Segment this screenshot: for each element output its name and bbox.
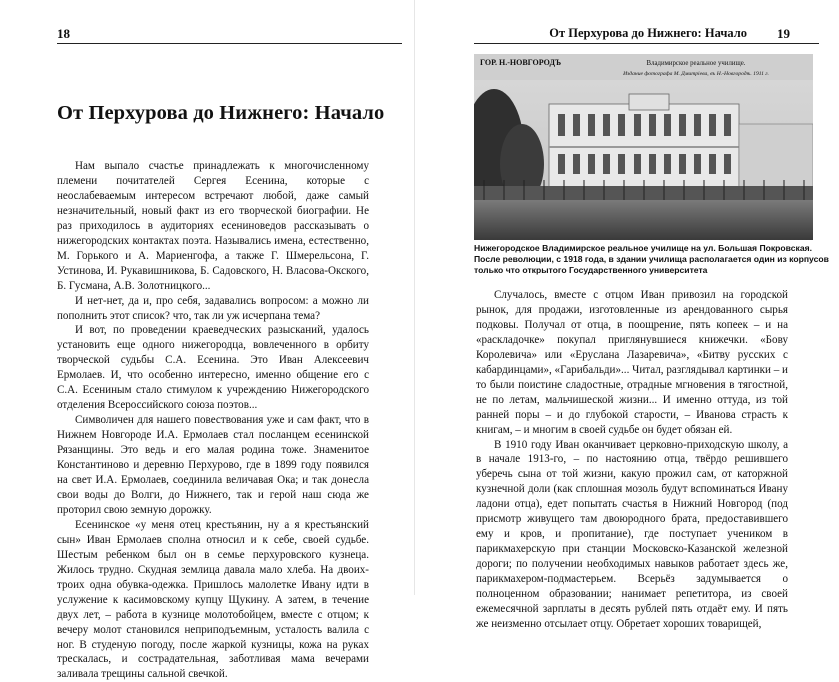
school-photograph bbox=[474, 54, 813, 240]
header-rule-right bbox=[474, 43, 819, 44]
right-text-column bbox=[476, 288, 788, 632]
caption-line: только что открытого Государственного университета bbox=[474, 264, 708, 275]
book-gutter bbox=[414, 0, 415, 595]
page-number-right: 19 bbox=[777, 26, 790, 41]
paragraph: Есенинское «у меня отец крестьянин, ну а я крестьянский сын» Иван Ермолаев сполна относил и к себе, своей судьбе. Шестым ребенком был он в семье перхуровского кузнеца. Жилось трудно. Скудная землица давала мало хлеба. На двоих-троих одна обувка-одежка. Пришлось малолетке Ивану идти в услужение к касимовскому купцу Щукину. А затем, в течение двух лет, – работа в кузнице молотобойцем, вместе с отцом; к вечеру молот становился неприподъемным, усталость валила с ног. В студеную погоду, после жаркой кузницы, кожа на руках трескалась, и сострадательная, заботливая мама вечерами заливала трещины сальной свечкой. bbox=[57, 518, 369, 681]
paragraph: Случалось, вместе с отцом Иван привозил на городской рынок, для продажи, изготовленные из арендованного сырья подковы. Получал от отца, в поощрение, пять копеек – и на «раскладочке» покупал приглянувшиеся книжечки. «Бову Королевича» или «Еруслана Лазаревича», «Битву русских с кабардинцами», «Гарибальди»... Читал, разглядывал картинки – и то были поистине сладостные, отрадные мгновения в тягостной, не по летам, мальчишеской жизни... И именно оттуда, из той ранней поры – и до глубокой старости, – Иванова страсть к книгам, – и многим в своей судьбе он будет обязан ей. bbox=[476, 289, 788, 436]
left-page bbox=[0, 0, 410, 681]
caption-line: После революции, с 1918 года, в здании училища располагается один из корпусов bbox=[474, 253, 829, 264]
photo-header-left: ГОР. Н.-НОВГОРОДЪ bbox=[480, 58, 562, 67]
paragraph: В 1910 году Иван оканчивает церковно-приходскую школу, а в начале 1913-го, – по настоянию отца, твёрдо решившего уберечь сына от той жизни, какую прожил сам, от каторжной кузнечной доли (как сплошная мозоль будут вспоминаться Ивану ладони отца), едет попытать счастья в Нижний Новгород (под присмотр живущего там двоюродного брата, предоставившего ему и кров, и пропитание), где поступает учеником в парикмахерскую при станции Московско-Казанской железной дороги; по получении необходимых навыков работает здесь же, парикмахером-подмастерьем. Всерьёз задумывается о полноценном образовании; нанимает репетитора, из своей ежемесячной зарплаты в десять рублей пять отдаёт ему. И пять же неизменно отсылает отцу. Обретает хороших товарищей, bbox=[476, 438, 788, 630]
paragraph: И вот, по проведении краеведческих разысканий, удалось установить еще одного нижегородца, вовлеченного в орбиту творческой судьбы С.А. Есенина. Это Иван Алексеевич Ермолаев. И, что особенно интересно, именно общение его с С.А. Есениным стало стимулом к учреждению Нижегородского отделения Всероссийского союза поэтов... bbox=[57, 324, 369, 412]
paragraph: Символичен для нашего повествования уже и сам факт, что в Нижнем Новгороде И.А. Ермолаев стал посланцем есенинской Рязанщины. Это ведь и его малая родина тоже. Знаменитое Константиново и деревню Перхурово, где в 1899 году появился на свет И.А. Ермолаев, соединила величавая Ока; и так донесла свои воды до Волги, до Нижнего, так и герой наш сюда же проторил свою земную дорожку. bbox=[57, 414, 369, 516]
paragraph: Нам выпало счастье принадлежать к многочисленному племени почитателей Сергея Есенина, которые с неослабеваемым интересом встречают любой, даже самый незначительный, новый факт из его творческой биографии. Не раз приходилось в аудиториях есениноведов рассказывать о нижегородских контактах поэта. Назывались имена, естественно, М. Горького и А. Мариенгофа, а также Г. Шмерельсона, Г. Устинова, И. Рукавишникова, Б. Садовского, Н. Власова-Окского, Б. Гусмана, А.В. Золотницкого... bbox=[57, 160, 369, 292]
running-head: От Перхурова до Нижнего: Начало bbox=[549, 26, 747, 40]
page-number-left: 18 bbox=[57, 26, 70, 41]
left-text-column bbox=[57, 159, 369, 682]
photo-header-title: Владимирское реальное училище. bbox=[646, 60, 746, 67]
photo-header-publisher: Издание фотографа М. Дмитріева, въ Н.-Новгородѣ. 1911 г. bbox=[623, 71, 769, 77]
caption-line: Нижегородское Владимирское реальное училище на ул. Большая Покровская. bbox=[474, 243, 813, 253]
chapter-title: От Перхурова до Нижнего: Начало bbox=[57, 102, 385, 124]
right-page bbox=[420, 0, 839, 630]
photo-caption bbox=[474, 243, 829, 275]
paragraph: И нет-нет, да и, про себя, задавались вопросом: а можно ли пополнить этот список? что, так ли уж исчерпана тема? bbox=[57, 294, 369, 322]
header-rule-left bbox=[57, 43, 402, 44]
